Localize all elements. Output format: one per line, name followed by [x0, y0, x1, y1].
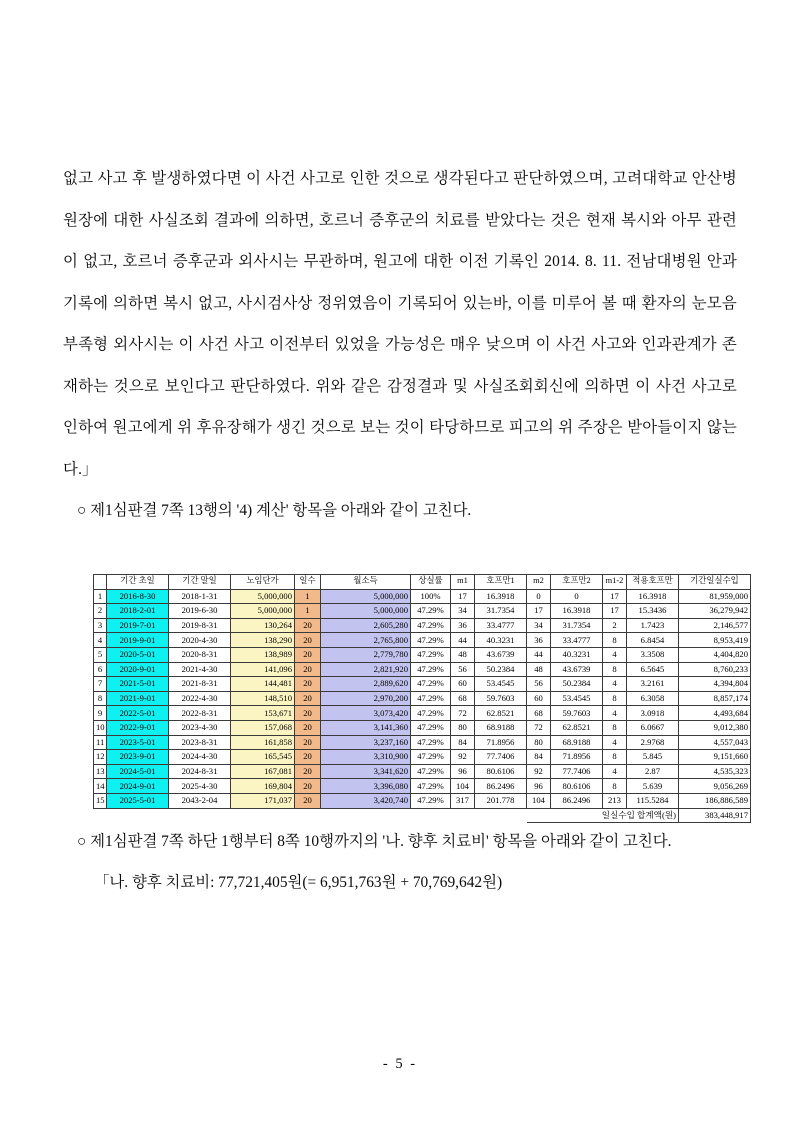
cell-hoffman1: 80.6106	[475, 764, 527, 779]
cell-start-date: 2019-7-01	[107, 618, 169, 633]
cell-start-date: 2023-9-01	[107, 750, 169, 765]
cell-m1: 96	[451, 764, 475, 779]
lost-income-calculation-table	[93, 574, 751, 823]
cell-row-index: 3	[94, 618, 107, 633]
cell-m-diff: 8	[603, 779, 627, 794]
cell-monthly-income: 3,420,740	[321, 793, 411, 808]
cell-m-diff: 8	[603, 633, 627, 648]
cell-days: 20	[295, 764, 321, 779]
table-row	[94, 677, 751, 692]
cell-row-index: 6	[94, 662, 107, 677]
cell-daily-wage: 144,481	[231, 677, 295, 692]
cell-m-diff: 4	[603, 647, 627, 662]
col-header-loss-rate: 상실률	[411, 575, 451, 590]
cell-period-lost-income: 4,404,820	[679, 647, 751, 662]
col-header-index	[94, 575, 107, 590]
cell-period-lost-income: 81,959,000	[679, 589, 751, 604]
cell-end-date: 2020-8-31	[169, 647, 231, 662]
cell-loss-rate: 47.29%	[411, 720, 451, 735]
cell-m2: 80	[527, 735, 551, 750]
cell-m2: 84	[527, 750, 551, 765]
cell-period-lost-income: 8,953,419	[679, 633, 751, 648]
cell-monthly-income: 3,073,420	[321, 706, 411, 721]
cell-row-index: 10	[94, 720, 107, 735]
cell-daily-wage: 141,096	[231, 662, 295, 677]
table-row	[94, 750, 751, 765]
table-row	[94, 647, 751, 662]
cell-loss-rate: 47.29%	[411, 706, 451, 721]
cell-daily-wage: 165,545	[231, 750, 295, 765]
cell-m1: 68	[451, 691, 475, 706]
col-header-m2: m2	[527, 575, 551, 590]
cell-hoffman1: 31.7354	[475, 604, 527, 619]
cell-end-date: 2021-4-30	[169, 662, 231, 677]
amendment-item-2	[63, 821, 737, 863]
cell-m1: 56	[451, 662, 475, 677]
cell-daily-wage: 138,290	[231, 633, 295, 648]
cell-period-lost-income: 9,012,380	[679, 720, 751, 735]
cell-hoffman1: 77.7406	[475, 750, 527, 765]
cell-days: 20	[295, 618, 321, 633]
cell-period-lost-income: 9,056,269	[679, 779, 751, 794]
cell-hoffman1: 201.778	[475, 793, 527, 808]
cell-m2: 17	[527, 604, 551, 619]
cell-row-index: 15	[94, 793, 107, 808]
col-header-monthly-income: 월소득	[321, 575, 411, 590]
cell-hoffman2: 80.6106	[551, 779, 603, 794]
cell-hoffman2: 53.4545	[551, 691, 603, 706]
cell-start-date: 2022-9-01	[107, 720, 169, 735]
col-header-m-diff: m1-2	[603, 575, 627, 590]
cell-monthly-income: 2,779,780	[321, 647, 411, 662]
cell-hoffman1: 33.4777	[475, 618, 527, 633]
amendment-item-2-text: 제1심판결 7쪽 하단 1행부터 8쪽 10행까지의 '나. 향후 치료비' 항목을 아래와 같이 고친다.	[90, 832, 672, 850]
cell-m2: 68	[527, 706, 551, 721]
cell-monthly-income: 3,237,160	[321, 735, 411, 750]
cell-row-index: 7	[94, 677, 107, 692]
cell-loss-rate: 47.29%	[411, 677, 451, 692]
cell-m-diff: 213	[603, 793, 627, 808]
cell-start-date: 2019-9-01	[107, 633, 169, 648]
col-header-start-date: 기간 초일	[107, 575, 169, 590]
page-number: - 5 -	[382, 1056, 418, 1072]
cell-m2: 56	[527, 677, 551, 692]
col-header-daily-wage: 노임단가	[231, 575, 295, 590]
cell-row-index: 5	[94, 647, 107, 662]
cell-m2: 36	[527, 633, 551, 648]
cell-monthly-income: 2,605,280	[321, 618, 411, 633]
cell-row-index: 1	[94, 589, 107, 604]
cell-hoffman2: 40.3231	[551, 647, 603, 662]
cell-daily-wage: 171,037	[231, 793, 295, 808]
table-row	[94, 706, 751, 721]
future-treatment-cost-quote	[63, 862, 737, 904]
cell-loss-rate: 47.29%	[411, 691, 451, 706]
cell-hoffman1: 43.6739	[475, 647, 527, 662]
table-body	[94, 589, 751, 808]
cell-m-diff: 17	[603, 604, 627, 619]
cell-m1: 92	[451, 750, 475, 765]
cell-loss-rate: 47.29%	[411, 647, 451, 662]
cell-applied-hoffman: 3.0918	[627, 706, 679, 721]
cell-start-date: 2018-2-01	[107, 604, 169, 619]
cell-period-lost-income: 4,535,323	[679, 764, 751, 779]
summary-spacer	[94, 808, 527, 823]
cell-end-date: 2019-6-30	[169, 604, 231, 619]
cell-monthly-income: 2,765,800	[321, 633, 411, 648]
cell-m-diff: 8	[603, 662, 627, 677]
cell-applied-hoffman: 3.2161	[627, 677, 679, 692]
cell-hoffman1: 50.2384	[475, 662, 527, 677]
cell-period-lost-income: 36,279,942	[679, 604, 751, 619]
cell-m1: 48	[451, 647, 475, 662]
col-header-period-lost-income: 기간일실수입	[679, 575, 751, 590]
cell-hoffman2: 59.7603	[551, 706, 603, 721]
cell-days: 1	[295, 604, 321, 619]
cell-hoffman2: 43.6739	[551, 662, 603, 677]
cell-hoffman1: 62.8521	[475, 706, 527, 721]
cell-start-date: 2021-9-01	[107, 691, 169, 706]
cell-hoffman1: 68.9188	[475, 720, 527, 735]
lost-income-table-wrapper	[93, 574, 748, 823]
cell-m-diff: 4	[603, 764, 627, 779]
cell-hoffman2: 71.8956	[551, 750, 603, 765]
cell-hoffman2: 86.2496	[551, 793, 603, 808]
cell-loss-rate: 47.29%	[411, 750, 451, 765]
cell-start-date: 2020-9-01	[107, 662, 169, 677]
cell-period-lost-income: 4,394,804	[679, 677, 751, 692]
cell-daily-wage: 5,000,000	[231, 589, 295, 604]
cell-end-date: 2022-4-30	[169, 691, 231, 706]
cell-loss-rate: 47.29%	[411, 735, 451, 750]
cell-row-index: 4	[94, 633, 107, 648]
cell-days: 20	[295, 735, 321, 750]
table-row	[94, 735, 751, 750]
cell-m2: 60	[527, 691, 551, 706]
cell-period-lost-income: 8,760,233	[679, 662, 751, 677]
summary-value: 383,448,917	[679, 808, 751, 823]
cell-start-date: 2024-9-01	[107, 779, 169, 794]
cell-m-diff: 4	[603, 735, 627, 750]
cell-days: 20	[295, 677, 321, 692]
cell-m2: 34	[527, 618, 551, 633]
cell-row-index: 13	[94, 764, 107, 779]
cell-m1: 44	[451, 633, 475, 648]
cell-loss-rate: 47.29%	[411, 662, 451, 677]
cell-days: 1	[295, 589, 321, 604]
amendment-item-1-text: 제1심판결 7쪽 13행의 '4) 계산' 항목을 아래와 같이 고친다.	[90, 502, 472, 519]
table-row	[94, 604, 751, 619]
cell-row-index: 14	[94, 779, 107, 794]
cell-hoffman2: 31.7354	[551, 618, 603, 633]
table-top-spacer	[63, 532, 737, 552]
cell-loss-rate: 47.29%	[411, 793, 451, 808]
cell-m1: 72	[451, 706, 475, 721]
cell-hoffman1: 71.8956	[475, 735, 527, 750]
cell-m-diff: 8	[603, 720, 627, 735]
cell-loss-rate: 47.29%	[411, 618, 451, 633]
cell-period-lost-income: 9,151,660	[679, 750, 751, 765]
cell-row-index: 9	[94, 706, 107, 721]
col-header-applied-hoffman: 적용호프만	[627, 575, 679, 590]
cell-monthly-income: 3,310,900	[321, 750, 411, 765]
cell-end-date: 2019-8-31	[169, 618, 231, 633]
bullet-marker-2: ○	[77, 832, 87, 850]
cell-m1: 60	[451, 677, 475, 692]
cell-period-lost-income: 4,493,684	[679, 706, 751, 721]
table-row	[94, 764, 751, 779]
cell-m2: 0	[527, 589, 551, 604]
cell-end-date: 2025-4-30	[169, 779, 231, 794]
cell-days: 20	[295, 691, 321, 706]
cell-m2: 48	[527, 662, 551, 677]
cell-hoffman1: 40.3231	[475, 633, 527, 648]
cell-days: 20	[295, 662, 321, 677]
table-row	[94, 779, 751, 794]
cell-m1: 80	[451, 720, 475, 735]
cell-monthly-income: 3,141,360	[321, 720, 411, 735]
summary-label: 일실수입 합계액(원)	[527, 808, 679, 823]
cell-monthly-income: 3,396,080	[321, 779, 411, 794]
cell-days: 20	[295, 779, 321, 794]
cell-applied-hoffman: 115.5284	[627, 793, 679, 808]
cell-m-diff: 4	[603, 677, 627, 692]
col-header-days: 일수	[295, 575, 321, 590]
cell-hoffman2: 50.2384	[551, 677, 603, 692]
cell-m2: 44	[527, 647, 551, 662]
cell-applied-hoffman: 3.3508	[627, 647, 679, 662]
cell-start-date: 2016-8-30	[107, 589, 169, 604]
cell-end-date: 2024-4-30	[169, 750, 231, 765]
cell-start-date: 2025-5-01	[107, 793, 169, 808]
cell-hoffman2: 68.9188	[551, 735, 603, 750]
cell-applied-hoffman: 5.639	[627, 779, 679, 794]
cell-hoffman1: 86.2496	[475, 779, 527, 794]
cell-end-date: 2020-4-30	[169, 633, 231, 648]
col-header-hoffman1: 호프만1	[475, 575, 527, 590]
cell-period-lost-income: 186,886,589	[679, 793, 751, 808]
cell-loss-rate: 47.29%	[411, 604, 451, 619]
table-row	[94, 793, 751, 808]
cell-hoffman2: 77.7406	[551, 764, 603, 779]
cell-daily-wage: 130,264	[231, 618, 295, 633]
cell-m1: 34	[451, 604, 475, 619]
cell-hoffman1: 16.3918	[475, 589, 527, 604]
cell-row-index: 12	[94, 750, 107, 765]
cell-m-diff: 8	[603, 691, 627, 706]
cell-period-lost-income: 8,857,174	[679, 691, 751, 706]
cell-start-date: 2022-5-01	[107, 706, 169, 721]
cell-start-date: 2020-5-01	[107, 647, 169, 662]
table-footer	[94, 808, 751, 823]
table-row	[94, 691, 751, 706]
cell-daily-wage: 157,068	[231, 720, 295, 735]
col-header-end-date: 기간 말일	[169, 575, 231, 590]
cell-monthly-income: 2,889,620	[321, 677, 411, 692]
cell-end-date: 2018-1-31	[169, 589, 231, 604]
cell-loss-rate: 47.29%	[411, 779, 451, 794]
cell-m1: 17	[451, 589, 475, 604]
cell-loss-rate: 47.29%	[411, 764, 451, 779]
cell-m2: 104	[527, 793, 551, 808]
cell-m2: 92	[527, 764, 551, 779]
cell-hoffman2: 0	[551, 589, 603, 604]
cell-applied-hoffman: 2.87	[627, 764, 679, 779]
cell-m2: 96	[527, 779, 551, 794]
table-row	[94, 618, 751, 633]
col-header-m1: m1	[451, 575, 475, 590]
cell-monthly-income: 2,970,200	[321, 691, 411, 706]
cell-loss-rate: 100%	[411, 589, 451, 604]
cell-start-date: 2021-5-01	[107, 677, 169, 692]
cell-daily-wage: 138,989	[231, 647, 295, 662]
cell-days: 20	[295, 720, 321, 735]
cell-m1: 36	[451, 618, 475, 633]
cell-days: 20	[295, 647, 321, 662]
cell-row-index: 11	[94, 735, 107, 750]
cell-m1: 104	[451, 779, 475, 794]
cell-days: 20	[295, 633, 321, 648]
cell-m-diff: 17	[603, 589, 627, 604]
cell-end-date: 2023-8-31	[169, 735, 231, 750]
amendment-item-1	[63, 490, 737, 532]
cell-hoffman2: 62.8521	[551, 720, 603, 735]
cell-daily-wage: 169,804	[231, 779, 295, 794]
bullet-marker-1: ○	[77, 502, 87, 519]
cell-row-index: 8	[94, 691, 107, 706]
cell-applied-hoffman: 15.3436	[627, 604, 679, 619]
cell-days: 20	[295, 793, 321, 808]
cell-daily-wage: 153,671	[231, 706, 295, 721]
cell-start-date: 2023-5-01	[107, 735, 169, 750]
cell-m-diff: 4	[603, 706, 627, 721]
cell-monthly-income: 5,000,000	[321, 604, 411, 619]
cell-m-diff: 8	[603, 750, 627, 765]
summary-row	[94, 808, 751, 823]
cell-applied-hoffman: 6.3058	[627, 691, 679, 706]
cell-applied-hoffman: 5.845	[627, 750, 679, 765]
cell-period-lost-income: 2,146,577	[679, 618, 751, 633]
table-row	[94, 720, 751, 735]
table-row	[94, 633, 751, 648]
cell-hoffman1: 53.4545	[475, 677, 527, 692]
col-header-hoffman2: 호프만2	[551, 575, 603, 590]
cell-daily-wage: 167,081	[231, 764, 295, 779]
cell-end-date: 2023-4-30	[169, 720, 231, 735]
table-row	[94, 589, 751, 604]
cell-applied-hoffman: 6.0667	[627, 720, 679, 735]
cell-applied-hoffman: 1.7423	[627, 618, 679, 633]
cell-period-lost-income: 4,557,043	[679, 735, 751, 750]
paragraph-judgment-reasoning: 없고 사고 후 발생하였다면 이 사건 사고로 인한 것으로 생각된다고 판단하였으며, 고려대학교 안산병원장에 대한 사실조회 결과에 의하면, 호르너 증후군의 치료를 받았다는 것은 현재 복시와 아무 관련이 없고, 호르너 증후군과 외사시는 무관하며, 원고에 대한 이전 기록인 2014. 8. 11. 전남대병원 안과기록에 의하면 복시 없고, 사시검사상 정위였음이 기록되어 있는바, 이를 미루어 볼 때 환자의 눈모음부족형 외사시는 이 사건 사고 이전부터 있었을 가능성은 매우 낮으며 이 사건 사고와 인과관계가 존재하는 것으로 보인다고 판단하였다. 위와 같은 감정결과 및 사실조회회신에 의하면 이 사건 사고로 인하여 원고에게 위 후유장해가 생긴 것으로 보는 것이 타당하므로 피고의 위 주장은 받아들이지 않는다.」	[63, 170, 737, 478]
cell-hoffman2: 33.4777	[551, 633, 603, 648]
cell-daily-wage: 148,510	[231, 691, 295, 706]
cell-loss-rate: 47.29%	[411, 633, 451, 648]
cell-monthly-income: 5,000,000	[321, 589, 411, 604]
cell-start-date: 2024-5-01	[107, 764, 169, 779]
page-footer	[0, 1056, 800, 1073]
cell-daily-wage: 161,858	[231, 735, 295, 750]
cell-monthly-income: 2,821,920	[321, 662, 411, 677]
cell-m1: 317	[451, 793, 475, 808]
cell-applied-hoffman: 6.8454	[627, 633, 679, 648]
table-row	[94, 662, 751, 677]
cell-m1: 84	[451, 735, 475, 750]
cell-applied-hoffman: 16.3918	[627, 589, 679, 604]
cell-hoffman1: 59.7603	[475, 691, 527, 706]
cell-end-date: 2022-8-31	[169, 706, 231, 721]
cell-m2: 72	[527, 720, 551, 735]
cell-days: 20	[295, 750, 321, 765]
cell-end-date: 2024-8-31	[169, 764, 231, 779]
cell-end-date: 2021-8-31	[169, 677, 231, 692]
cell-end-date: 2043-2-04	[169, 793, 231, 808]
cell-daily-wage: 5,000,000	[231, 604, 295, 619]
cell-row-index: 2	[94, 604, 107, 619]
cell-applied-hoffman: 2.9768	[627, 735, 679, 750]
cell-days: 20	[295, 706, 321, 721]
table-header	[94, 575, 751, 590]
cell-m-diff: 2	[603, 618, 627, 633]
cell-applied-hoffman: 6.5645	[627, 662, 679, 677]
cell-hoffman2: 16.3918	[551, 604, 603, 619]
table-header-row	[94, 575, 751, 590]
cell-monthly-income: 3,341,620	[321, 764, 411, 779]
future-treatment-cost-text: 「나. 향후 치료비: 77,721,405원(= 6,951,763원 + 70,769,642원)	[94, 874, 503, 891]
